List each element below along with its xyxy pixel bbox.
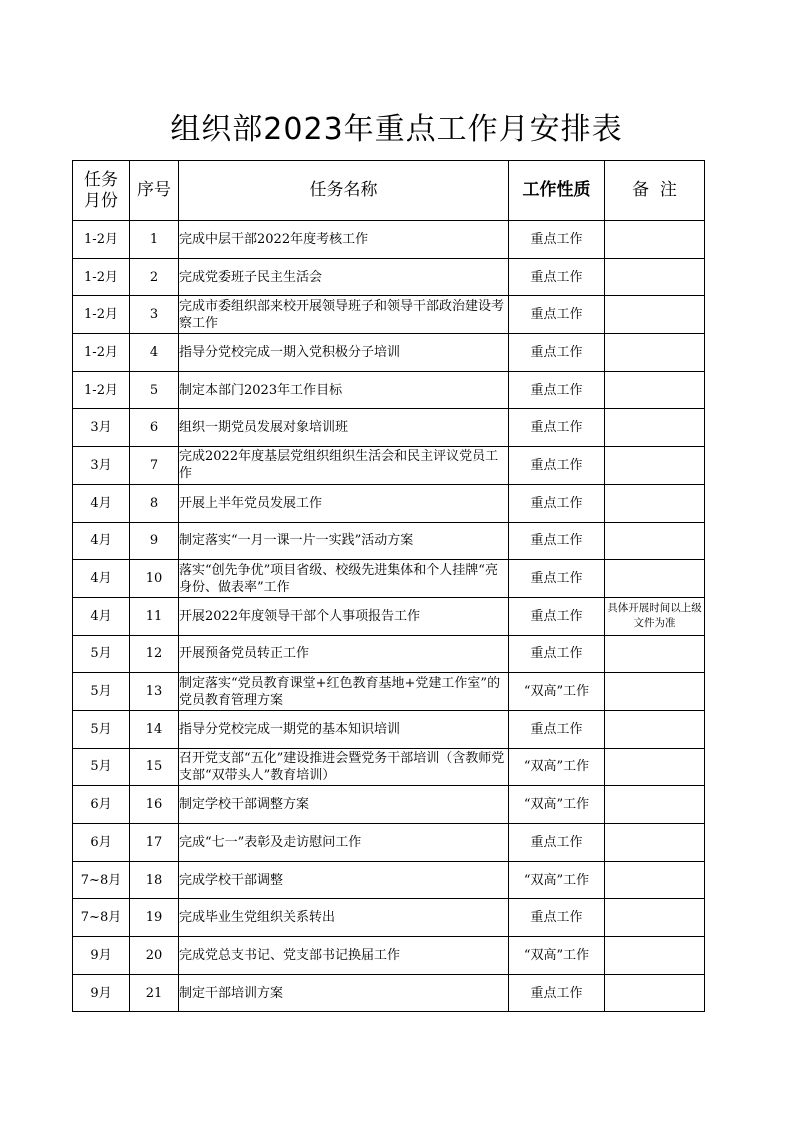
cell-note <box>605 824 705 862</box>
cell-note <box>605 710 705 748</box>
header-note: 备 注 <box>605 161 705 221</box>
table-row <box>73 409 705 447</box>
table-row <box>73 484 705 522</box>
cell-seq: 18 <box>130 861 179 899</box>
cell-month: 5月 <box>73 673 130 711</box>
cell-work-type: “双高”工作 <box>509 786 605 824</box>
table-row <box>73 899 705 937</box>
cell-work-type: 重点工作 <box>509 974 605 1012</box>
cell-seq: 1 <box>130 221 179 259</box>
table-row <box>73 937 705 975</box>
cell-work-type: 重点工作 <box>509 221 605 259</box>
cell-note <box>605 560 705 598</box>
cell-task-name: 制定本部门2023年工作目标 <box>179 371 509 409</box>
cell-task-name: 制定落实“党员教育课堂+红色教育基地+党建工作室”的党员教育管理方案 <box>179 673 509 711</box>
cell-month: 5月 <box>73 635 130 673</box>
table-row <box>73 673 705 711</box>
table-row <box>73 597 705 635</box>
cell-task-name: 召开党支部“五化”建设推进会暨党务干部培训（含教师党支部“双带头人”教育培训） <box>179 748 509 786</box>
cell-task-name: 开展预备党员转正工作 <box>179 635 509 673</box>
cell-month: 6月 <box>73 824 130 862</box>
cell-work-type: “双高”工作 <box>509 861 605 899</box>
cell-work-type: 重点工作 <box>509 409 605 447</box>
cell-month: 7~8月 <box>73 861 130 899</box>
header-row <box>73 161 705 221</box>
cell-task-name: 指导分党校完成一期入党积极分子培训 <box>179 334 509 372</box>
cell-seq: 8 <box>130 484 179 522</box>
cell-month: 1-2月 <box>73 221 130 259</box>
cell-work-type: 重点工作 <box>509 334 605 372</box>
cell-month: 1-2月 <box>73 258 130 296</box>
cell-note <box>605 748 705 786</box>
cell-month: 4月 <box>73 597 130 635</box>
cell-month: 3月 <box>73 447 130 485</box>
cell-seq: 19 <box>130 899 179 937</box>
table-row <box>73 974 705 1012</box>
cell-seq: 12 <box>130 635 179 673</box>
cell-month: 1-2月 <box>73 334 130 372</box>
cell-month: 4月 <box>73 484 130 522</box>
cell-note <box>605 371 705 409</box>
cell-note <box>605 937 705 975</box>
cell-month: 6月 <box>73 786 130 824</box>
cell-month: 3月 <box>73 409 130 447</box>
cell-note <box>605 786 705 824</box>
cell-month: 1-2月 <box>73 371 130 409</box>
cell-seq: 9 <box>130 522 179 560</box>
cell-task-name: 完成市委组织部来校开展领导班子和领导干部政治建设考察工作 <box>179 296 509 334</box>
cell-month: 4月 <box>73 560 130 598</box>
page-title: 组织部2023年重点工作月安排表 <box>170 112 623 147</box>
table-row <box>73 635 705 673</box>
cell-task-name: 开展2022年度领导干部个人事项报告工作 <box>179 597 509 635</box>
cell-seq: 20 <box>130 937 179 975</box>
table-row <box>73 221 705 259</box>
cell-task-name: 开展上半年党员发展工作 <box>179 484 509 522</box>
cell-note <box>605 484 705 522</box>
cell-seq: 14 <box>130 710 179 748</box>
cell-note <box>605 522 705 560</box>
table-row <box>73 748 705 786</box>
cell-seq: 3 <box>130 296 179 334</box>
table-row <box>73 334 705 372</box>
cell-note <box>605 899 705 937</box>
cell-seq: 10 <box>130 560 179 598</box>
cell-seq: 17 <box>130 824 179 862</box>
cell-note <box>605 861 705 899</box>
cell-seq: 6 <box>130 409 179 447</box>
header-type: 工作性质 <box>509 161 605 221</box>
cell-work-type: 重点工作 <box>509 597 605 635</box>
table-row <box>73 522 705 560</box>
cell-work-type: 重点工作 <box>509 371 605 409</box>
cell-work-type: 重点工作 <box>509 258 605 296</box>
cell-task-name: 完成学校干部调整 <box>179 861 509 899</box>
header-name: 任务名称 <box>179 161 509 221</box>
cell-work-type: 重点工作 <box>509 710 605 748</box>
header-month: 任务月份 <box>73 161 130 221</box>
cell-note <box>605 974 705 1012</box>
cell-work-type: 重点工作 <box>509 484 605 522</box>
schedule-table <box>72 160 705 1012</box>
cell-month: 5月 <box>73 710 130 748</box>
table-row <box>73 861 705 899</box>
cell-task-name: 完成毕业生党组织关系转出 <box>179 899 509 937</box>
cell-task-name: 制定学校干部调整方案 <box>179 786 509 824</box>
cell-note <box>605 673 705 711</box>
cell-work-type: 重点工作 <box>509 447 605 485</box>
cell-note <box>605 334 705 372</box>
cell-seq: 11 <box>130 597 179 635</box>
cell-task-name: 落实“创先争优”项目省级、校级先进集体和个人挂牌“亮身份、做表率”工作 <box>179 560 509 598</box>
table-row <box>73 447 705 485</box>
cell-seq: 13 <box>130 673 179 711</box>
table-row <box>73 824 705 862</box>
cell-month: 7~8月 <box>73 899 130 937</box>
cell-note <box>605 635 705 673</box>
cell-month: 9月 <box>73 974 130 1012</box>
table-body <box>73 221 705 1012</box>
cell-task-name: 组织一期党员发展对象培训班 <box>179 409 509 447</box>
cell-month: 4月 <box>73 522 130 560</box>
cell-seq: 2 <box>130 258 179 296</box>
cell-work-type: 重点工作 <box>509 635 605 673</box>
cell-task-name: 完成“七一”表彰及走访慰问工作 <box>179 824 509 862</box>
cell-work-type: 重点工作 <box>509 824 605 862</box>
table-row <box>73 258 705 296</box>
cell-task-name: 制定干部培训方案 <box>179 974 509 1012</box>
cell-work-type: 重点工作 <box>509 296 605 334</box>
cell-seq: 21 <box>130 974 179 1012</box>
cell-month: 5月 <box>73 748 130 786</box>
cell-seq: 5 <box>130 371 179 409</box>
cell-month: 1-2月 <box>73 296 130 334</box>
table-row <box>73 786 705 824</box>
table-row <box>73 296 705 334</box>
cell-seq: 4 <box>130 334 179 372</box>
cell-task-name: 完成党总支书记、党支部书记换届工作 <box>179 937 509 975</box>
cell-note <box>605 258 705 296</box>
cell-note <box>605 296 705 334</box>
cell-seq: 7 <box>130 447 179 485</box>
cell-note <box>605 221 705 259</box>
cell-note <box>605 447 705 485</box>
cell-task-name: 制定落实“一月一课一片一实践”活动方案 <box>179 522 509 560</box>
cell-work-type: “双高”工作 <box>509 937 605 975</box>
cell-work-type: 重点工作 <box>509 899 605 937</box>
cell-month: 9月 <box>73 937 130 975</box>
cell-work-type: 重点工作 <box>509 522 605 560</box>
cell-task-name: 完成中层干部2022年度考核工作 <box>179 221 509 259</box>
cell-note <box>605 409 705 447</box>
cell-seq: 16 <box>130 786 179 824</box>
cell-work-type: 重点工作 <box>509 560 605 598</box>
cell-note: 具体开展时间以上级文件为准 <box>605 597 705 635</box>
cell-task-name: 指导分党校完成一期党的基本知识培训 <box>179 710 509 748</box>
cell-seq: 15 <box>130 748 179 786</box>
table-row <box>73 710 705 748</box>
cell-work-type: “双高”工作 <box>509 673 605 711</box>
cell-task-name: 完成党委班子民主生活会 <box>179 258 509 296</box>
header-seq: 序号 <box>130 161 179 221</box>
table-row <box>73 371 705 409</box>
table-row <box>73 560 705 598</box>
cell-work-type: “双高”工作 <box>509 748 605 786</box>
cell-task-name: 完成2022年度基层党组织组织生活会和民主评议党员工作 <box>179 447 509 485</box>
